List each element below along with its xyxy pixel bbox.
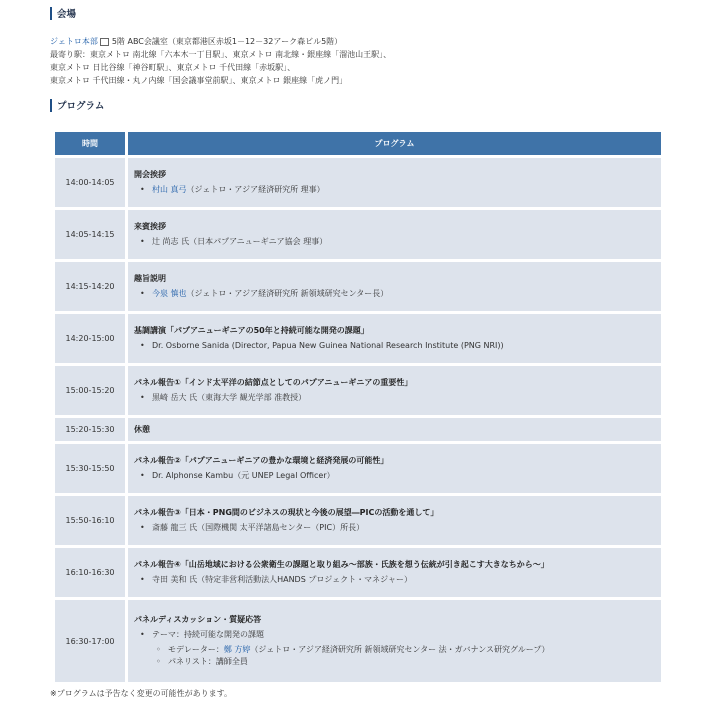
program-heading-text: プログラム [57,101,105,112]
speaker-text: Dr. Alphonse Kambu（元 UNEP Legal Officer） [152,471,335,480]
row-time: 15:00-15:20 [55,366,125,415]
bullet-icon: • [140,185,145,194]
moderator-prefix: モデレーター： [168,645,224,654]
venue-place-line [50,35,391,48]
row-content [128,366,661,415]
heading-bar [50,7,52,20]
row-content [128,418,661,441]
row-title: 休憩 [134,425,150,434]
table-row [55,548,661,597]
venue-place-text: 5階 ABC会議室（東京都港区赤坂1－12－32アーク森ビル5階） [111,37,343,46]
row-time: 16:10-16:30 [55,548,125,597]
table-row [55,366,661,415]
speaker-text: 黒崎 岳大 氏（東海大学 観光学部 准教授） [152,393,307,402]
moderator-affiliation: （ジェトロ・アジア経済研究所 新領域研究センター 法・ガバナンス研究グループ） [250,645,550,654]
moderator-link[interactable]: 鄭 方婷 [223,645,251,654]
row-time: 14:05-14:15 [55,210,125,259]
bullet-icon: • [140,237,145,246]
bullet-icon: • [140,575,145,584]
row-time: 16:30-17:00 [55,600,125,682]
bullet-icon: • [140,393,145,402]
table-row [55,444,661,493]
row-time: 14:15-14:20 [55,262,125,311]
row-content [128,548,661,597]
speaker-affiliation: （ジェトロ・アジア経済研究所 新領域研究センター長） [186,289,389,298]
table-row [55,210,661,259]
speaker-text: 寺田 美和 氏（特定非営利活動法人HANDS プロジェクト・マネジャー） [152,575,413,584]
table-row [55,496,661,545]
list-item [134,340,661,352]
table-row [55,262,661,311]
list-item [134,629,661,641]
row-title: パネル報告①「インド太平洋の結節点としてのパプアニューギニアの重要性」 [134,378,413,387]
speaker-affiliation: （ジェトロ・アジア経済研究所 理事） [186,185,325,194]
panelist-text: パネリスト：講師全員 [168,657,248,666]
row-time: 15:30-15:50 [55,444,125,493]
table-row [55,418,661,441]
list-item [134,392,661,404]
row-time: 14:00-14:05 [55,158,125,207]
speaker-text: 斎藤 龍三 氏（国際機関 太平洋諸島センター（PIC）所長） [152,523,365,532]
list-item [134,522,661,534]
list-item [134,574,661,586]
row-title: パネル報告②「パプアニューギニアの豊かな環境と経済発展の可能性」 [134,456,389,465]
venue-info [50,35,391,87]
external-link-icon [100,38,109,46]
program-table [52,129,664,685]
list-item [134,236,661,248]
row-title: 基調講演「パプアニューギニアの50年と持続可能な開発の課題」 [134,326,369,335]
program-heading [50,98,104,112]
bullet-icon: • [140,630,145,639]
venue-station-line: 東京メトロ 日比谷線「神谷町駅」、東京メトロ 千代田線「赤坂駅」、 [50,63,296,72]
sub-list-item [134,644,661,656]
row-content [128,262,661,311]
venue-place-link[interactable]: ジェトロ本部 [50,37,98,46]
circle-bullet-icon: ◦ [156,657,161,666]
bullet-icon: • [140,289,145,298]
venue-station-line: 最寄り駅：東京メトロ 南北線「六本木一丁目駅」、東京メトロ 南北線・銀座線「溜池山王駅」、 [50,50,392,59]
row-title: パネル報告④「山岳地域における公衆衛生の課題と取り組み～部族・氏族を想う伝統が引き起こす大きなちから～」 [134,560,549,569]
venue-heading-text: 会場 [57,9,77,20]
row-content [128,314,661,363]
speaker-link[interactable]: 今泉 慎也 [152,289,187,298]
row-content [128,158,661,207]
sub-list-item [134,656,661,668]
list-item [134,470,661,482]
speaker-text: 辻 尚志 氏（日本パプアニューギニア協会 理事） [152,237,328,246]
row-time: 14:20-15:00 [55,314,125,363]
row-title: 趣旨説明 [134,274,166,283]
time-column-header: 時間 [55,132,125,155]
table-header-row [55,132,661,155]
row-title: パネルディスカッション・質疑応答 [134,615,262,624]
row-time: 15:50-16:10 [55,496,125,545]
bullet-icon: • [140,341,145,350]
row-title: 来賓挨拶 [134,222,166,231]
speaker-text: Dr. Osborne Sanida (Director, Papua New Guinea National Research Institute (PNG NRI)) [152,341,504,350]
row-title: パネル報告③「日本・PNG間のビジネスの現状と今後の展望―PICの活動を通して」 [134,508,439,517]
theme-text: テーマ：持続可能な開発の課題 [152,630,264,639]
bullet-icon: • [140,471,145,480]
bullet-icon: • [140,523,145,532]
venue-station-line: 東京メトロ 千代田線・丸ノ内線「国会議事堂前駅」、東京メトロ 銀座線「虎ノ門」 [50,76,348,85]
program-column-header: プログラム [128,132,661,155]
row-content [128,444,661,493]
table-row [55,158,661,207]
list-item [134,184,661,196]
row-content [128,600,661,682]
row-content [128,496,661,545]
venue-heading [50,6,76,20]
speaker-link[interactable]: 村山 真弓 [152,185,187,194]
table-row [55,314,661,363]
program-note: ※プログラムは予告なく変更の可能性があります。 [50,689,232,698]
list-item [134,288,661,300]
circle-bullet-icon: ◦ [156,645,161,654]
row-content [128,210,661,259]
row-time: 15:20-15:30 [55,418,125,441]
row-title: 開会挨拶 [134,170,166,179]
table-row [55,600,661,682]
heading-bar [50,99,52,112]
